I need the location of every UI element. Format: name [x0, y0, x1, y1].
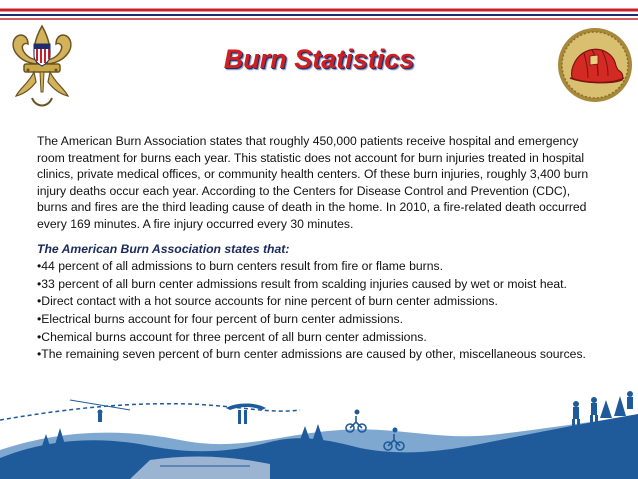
top-stripes	[0, 0, 638, 28]
list-item: •Chemical burns account for three percent of all burn center admissions.	[37, 329, 427, 344]
outdoor-landscape-footer	[0, 390, 638, 479]
list-item: •44 percent of all admissions to burn centers result from fire or flame burns.	[37, 259, 443, 274]
slide-title: Burn Statistics	[223, 44, 415, 74]
statistics-list	[37, 258, 603, 363]
intro-paragraph: The American Burn Association states that roughly 450,000 patients receive hospital and emergency room treatment for burns each year. This statistic does not account for burn injuries treated in hospital clinics, private medical offices, or community health centers. Of these burn injuries, roughly 3,400 burn injury deaths occur each year. According to the Centers for Disease Control and Prevention (CDC), burns and fires are the third leading cause of death in the home. In 2010, a fire-related death occurred every 169 minutes. A fire injury occurred every 30 minutes.	[37, 134, 589, 231]
list-item: •The remaining seven percent of burn center admissions are caused by other, miscellaneous sources.	[37, 347, 586, 362]
list-item: •33 percent of all burn center admissions result from scalding injuries caused by wet or moist heat.	[37, 276, 567, 291]
list-item: •Electrical burns account for four percent of burn center admissions.	[37, 311, 404, 326]
statistics-subheading: The American Burn Association states that:	[37, 241, 290, 256]
slide-body	[37, 133, 603, 364]
list-item: •Direct contact with a hot source accounts for nine percent of burn center admissions.	[37, 294, 498, 309]
